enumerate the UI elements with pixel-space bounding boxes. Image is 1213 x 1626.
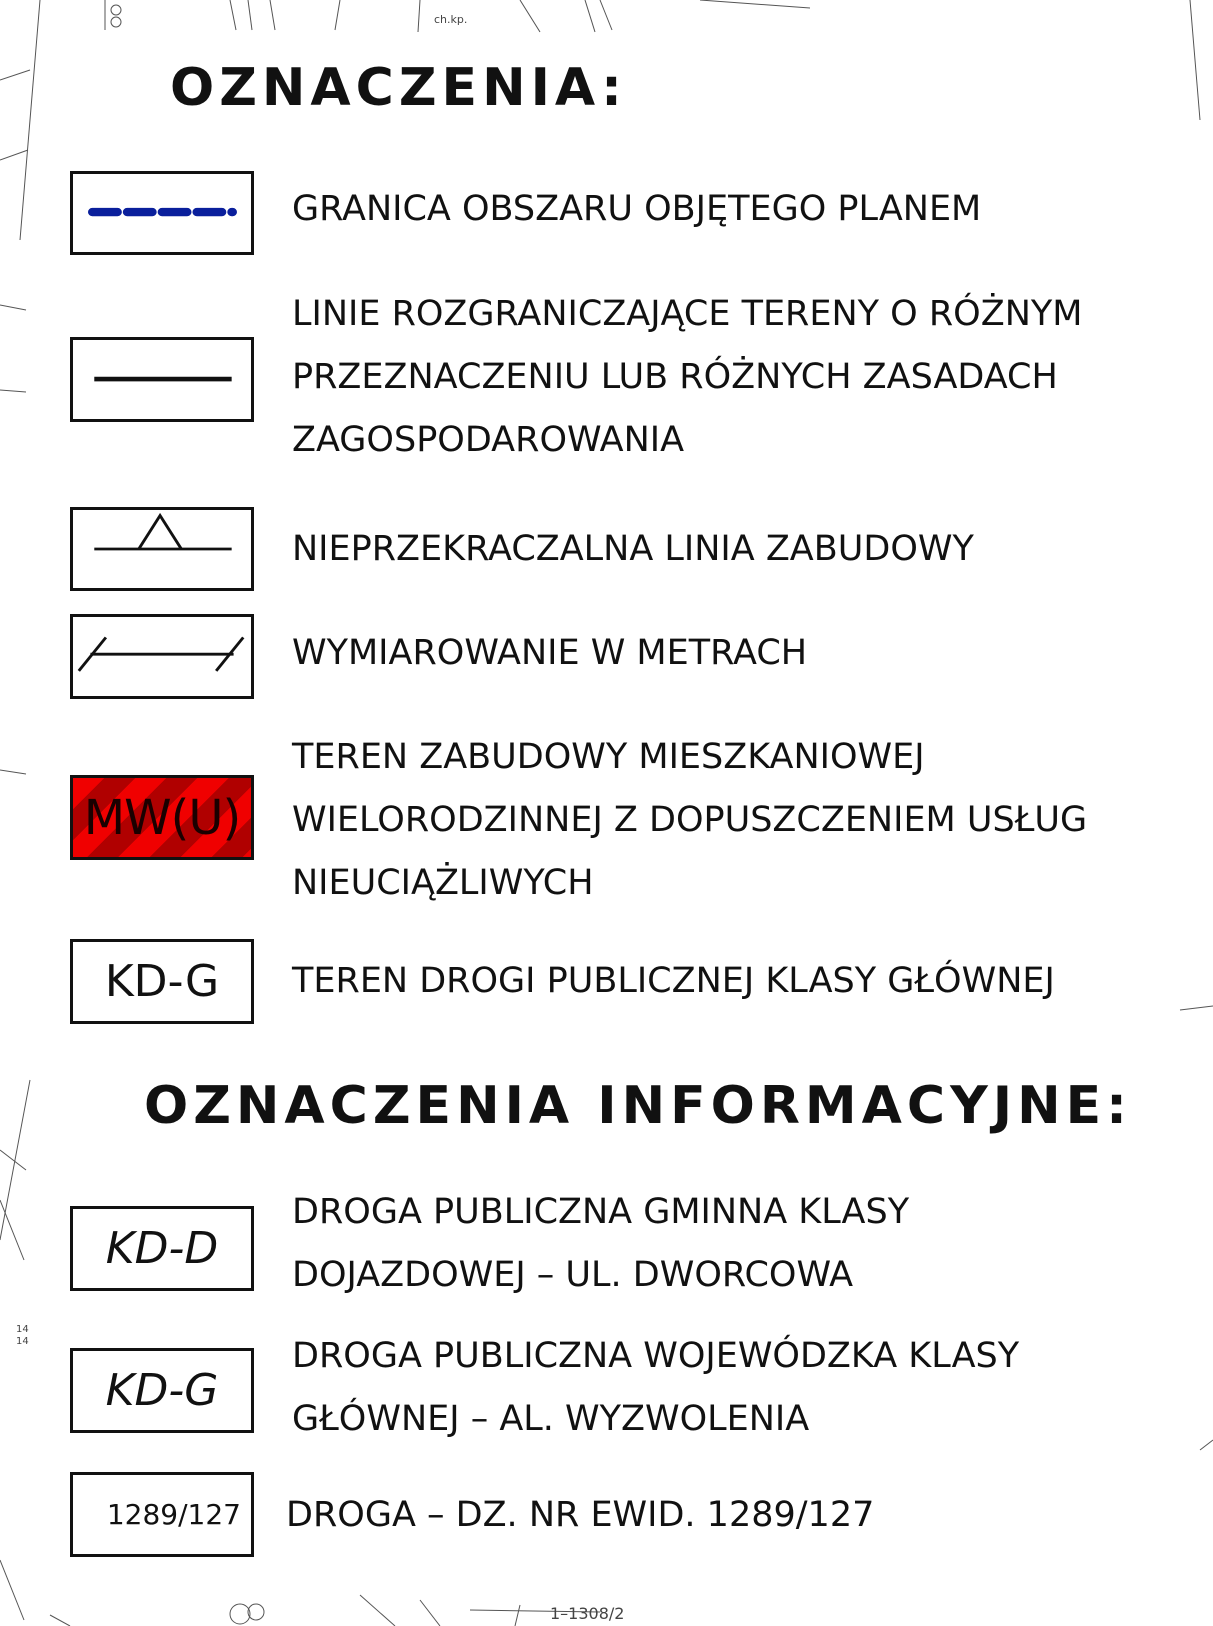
legend-label-dividing-lines: LINIE ROZGRANICZAJĄCE TERENY O RÓŻNYM PRZEZNACZENIU LUB RÓŻNYCH ZASADACH ZAGOSPODAROWANIA — [292, 294, 1083, 460]
parcel-number-code: 1289/127 — [106, 1498, 241, 1531]
parcel-number-symbol — [70, 1472, 254, 1557]
map-label-side-top: 14 — [16, 1324, 29, 1335]
dividing-line-symbol — [70, 337, 254, 422]
main-road-symbol — [70, 939, 254, 1024]
zone-code-mwu: MW(U) — [83, 789, 241, 846]
info-legend-title: OZNACZENIA INFORMACYJNE: — [144, 1076, 1132, 1136]
legend-label-residential-zone: TEREN ZABUDOWY MIESZKANIOWEJ WIELORODZINNEJ Z DOPUSZCZENIEM USŁUG NIEUCIĄŻLIWYCH — [292, 737, 1088, 903]
road-code-kdg: KD-G — [105, 1365, 219, 1416]
info-label-parcel-road: DROGA – DZ. NR EWID. 1289/127 — [286, 1495, 875, 1535]
map-label-top: ch.kp. — [434, 13, 468, 26]
residential-zone-symbol — [70, 775, 254, 860]
legend-label-main-road: TEREN DROGI PUBLICZNEJ KLASY GŁÓWNEJ — [292, 961, 1055, 1001]
road-code-kdd: KD-D — [105, 1223, 219, 1274]
legend-title: OZNACZENIA: — [170, 58, 627, 118]
legend-label-plan-boundary: GRANICA OBSZARU OBJĘTEGO PLANEM — [292, 189, 982, 229]
info-label-voivodeship-road: DROGA PUBLICZNA WOJEWÓDZKA KLASY GŁÓWNEJ – AL. WYZWOLENIA — [292, 1336, 1020, 1439]
building-line-symbol — [70, 507, 254, 591]
zone-code-kdg: KD-G — [104, 956, 220, 1007]
triangle-line-icon — [94, 516, 231, 549]
dimension-line-icon — [79, 637, 243, 670]
map-label-bottom: 1–1308/2 — [550, 1604, 625, 1623]
dimension-symbol — [70, 614, 254, 699]
legend-label-dimension: WYMIAROWANIE W METRACH — [292, 633, 808, 673]
plan-boundary-symbol — [70, 171, 254, 255]
voivodeship-road-symbol — [70, 1348, 254, 1433]
legend-label-building-line: NIEPRZEKRACZALNA LINIA ZABUDOWY — [292, 529, 974, 569]
info-label-municipal-road: DROGA PUBLICZNA GMINNA KLASY DOJAZDOWEJ – UL. DWORCOWA — [292, 1192, 910, 1295]
map-label-side-bottom: 14 — [16, 1336, 29, 1347]
municipal-road-symbol — [70, 1206, 254, 1291]
